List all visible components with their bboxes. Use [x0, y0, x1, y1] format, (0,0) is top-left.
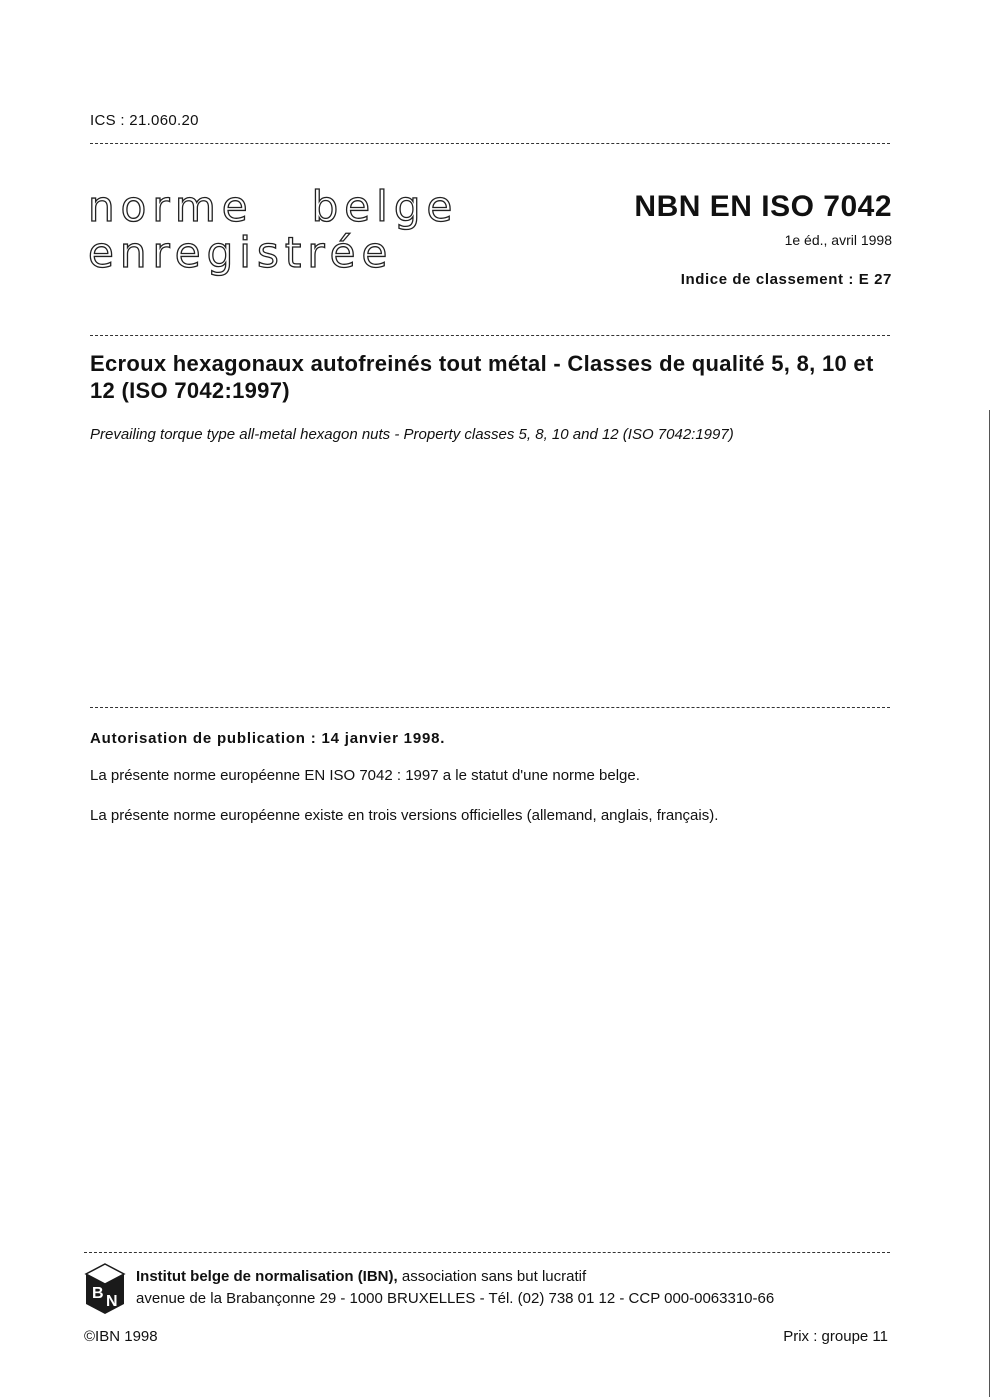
svg-text:B: B	[92, 1285, 104, 1302]
page-edge-line	[989, 410, 990, 1397]
brand-line-2: enregistrée	[88, 228, 394, 277]
classification-index: Indice de classement : E 27	[680, 271, 892, 288]
versions-paragraph: La présente norme européenne existe en trois versions officielles (allemand, anglais, français).	[90, 807, 719, 824]
edition-date: 1e éd., avril 1998	[784, 232, 892, 248]
institute-line	[136, 1268, 586, 1285]
title-french: Ecroux hexagonaux autofreinés tout métal - Classes de qualité 5, 8, 10 et 12 (ISO 7042:1997)	[90, 351, 874, 403]
copyright: ©IBN 1998	[84, 1328, 158, 1345]
ibn-logo	[84, 1262, 126, 1316]
publication-authorization: Autorisation de publication : 14 janvier 1998.	[90, 730, 446, 747]
ics-code: ICS : 21.060.20	[90, 112, 199, 129]
title-english: Prevailing torque type all-metal hexagon nuts - Property classes 5, 8, 10 and 12 (ISO 7042:1997)	[90, 426, 734, 443]
status-paragraph: La présente norme européenne EN ISO 7042 : 1997 a le statut d'une norme belge.	[90, 767, 640, 784]
header-top-rule	[90, 143, 890, 144]
price-group: Prix : groupe 11	[783, 1328, 888, 1345]
institute-address: avenue de la Brabançonne 29 - 1000 BRUXELLES - Tél. (02) 738 01 12 - CCP 000-0063310-66	[136, 1290, 775, 1307]
footer-top-rule	[84, 1252, 890, 1253]
standard-number: NBN EN ISO 7042	[634, 190, 892, 223]
svg-text:N: N	[106, 1293, 118, 1310]
brand-line-1: norme belge	[88, 182, 459, 231]
institute-name: Institut belge de normalisation (IBN),	[136, 1268, 398, 1285]
institute-description: association sans but lucratif	[397, 1268, 587, 1285]
body-top-rule	[90, 707, 890, 708]
title-top-rule	[90, 335, 890, 336]
